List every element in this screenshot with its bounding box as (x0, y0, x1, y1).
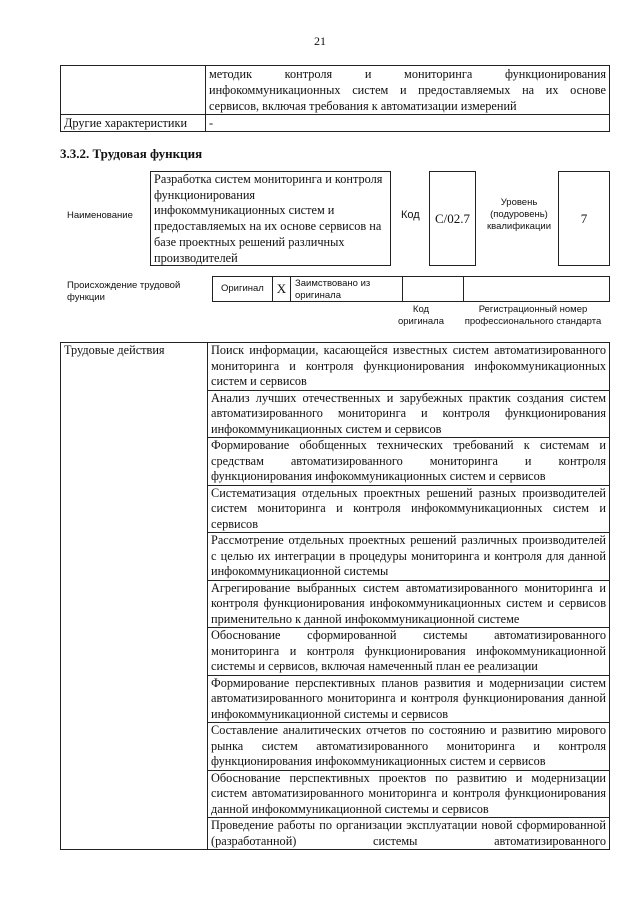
action-item: Рассмотрение отдельных проектных решений различных производителей с целью их интеграции в процедуры мониторинга и контроля для данной инфокоммуникационной системы (208, 533, 610, 581)
reg-number-caption: Регистрационный номер профессионального стандарта (464, 304, 602, 327)
original-code-cell (403, 277, 464, 301)
code-value-box (429, 171, 476, 266)
action-item: Формирование обобщенных технических требований к системам и средствам автоматизированного мониторинга и контроля функционирования инфокоммуникационных систем и сервисов (208, 438, 610, 486)
action-item: Агрегирование выбранных систем автоматизированного мониторинга и контроля функционирования инфокоммуникационных систем и сервисов применительно к данной инфокоммуникационной системе (208, 580, 610, 628)
page-number: 21 (314, 34, 326, 48)
section-heading: 3.3.2. Трудовая функция (60, 146, 203, 161)
table-cell-text (206, 66, 610, 115)
code-label: Код (401, 209, 420, 221)
text-line: сервисов, включая требования к автоматизации измерений (209, 99, 517, 113)
code-original-caption: Код оригинала (397, 304, 444, 327)
actions-table (60, 342, 610, 850)
reg-number-cell (464, 277, 609, 301)
action-item: Поиск информации, касающейся известных систем автоматизированного мониторинга и контроля функционирования инфокоммуникационных систем и сервисов (208, 343, 610, 391)
borrowed-label: Заимствовано из оригинала (291, 277, 403, 301)
actions-label: Трудовые действия (61, 343, 208, 850)
text-line: инфокоммуникационных систем и предоставляемых на их основе (209, 83, 606, 97)
original-mark: X (273, 277, 291, 301)
action-item: Анализ лучших отечественных и зарубежных практик создания систем автоматизированного мониторинга и контроля функционирования инфокоммуникационных систем и сервисов (208, 390, 610, 438)
action-item: Обоснование перспективных проектов по развитию и модернизации систем автоматизированного мониторинга и контроля функционирования данной инфокоммуникационной системы и сервисов (208, 770, 610, 818)
table-row (61, 115, 610, 132)
table-row (61, 343, 610, 391)
origin-label: Происхождение трудовой функции (67, 280, 181, 303)
name-label: Наименование (67, 210, 133, 221)
code-value: С/02.7 (434, 210, 471, 226)
action-item: Систематизация отдельных проектных решений разных производителей систем мониторинга и контроля инфокоммуникационных систем и сервисов (208, 485, 610, 533)
table-cell-label (61, 66, 206, 115)
original-label: Оригинал (213, 277, 273, 301)
action-item: Формирование перспективных планов развития и модернизации систем автоматизированного мониторинга и контроля функционирования данной инфокоммуникационной системы и сервисов (208, 675, 610, 723)
level-value: 7 (580, 210, 588, 226)
origin-row (212, 276, 610, 302)
action-item: Составление аналитических отчетов по состоянию и развитию мирового рынка систем автоматизированного мониторинга и контроля функционирования инфокоммуникационных систем и сервисов (208, 723, 610, 771)
table-cell-label: Другие характеристики (61, 115, 206, 132)
table-cell-text: - (206, 115, 610, 132)
table-row (61, 66, 610, 115)
text-line: методик контроля и мониторинга функционирования (209, 67, 606, 81)
function-name: Разработка систем мониторинга и контроля функционирования инфокоммуникационных систем и предоставляемых на их основе сервисов на базе проектных решений различных производителей (150, 171, 391, 266)
level-value-box (558, 171, 610, 266)
action-item: Обоснование сформированной системы автоматизированного мониторинга и контроля функционирования инфокоммуникационной системы и сервисов, включая намеченный план ее реализации (208, 628, 610, 676)
action-item: Проведение работы по организации эксплуатации новой сформированной (разработанной) системы автоматизированного (208, 818, 610, 850)
level-label: Уровень (подуровень) квалификации (486, 197, 552, 232)
top-table (60, 65, 610, 132)
